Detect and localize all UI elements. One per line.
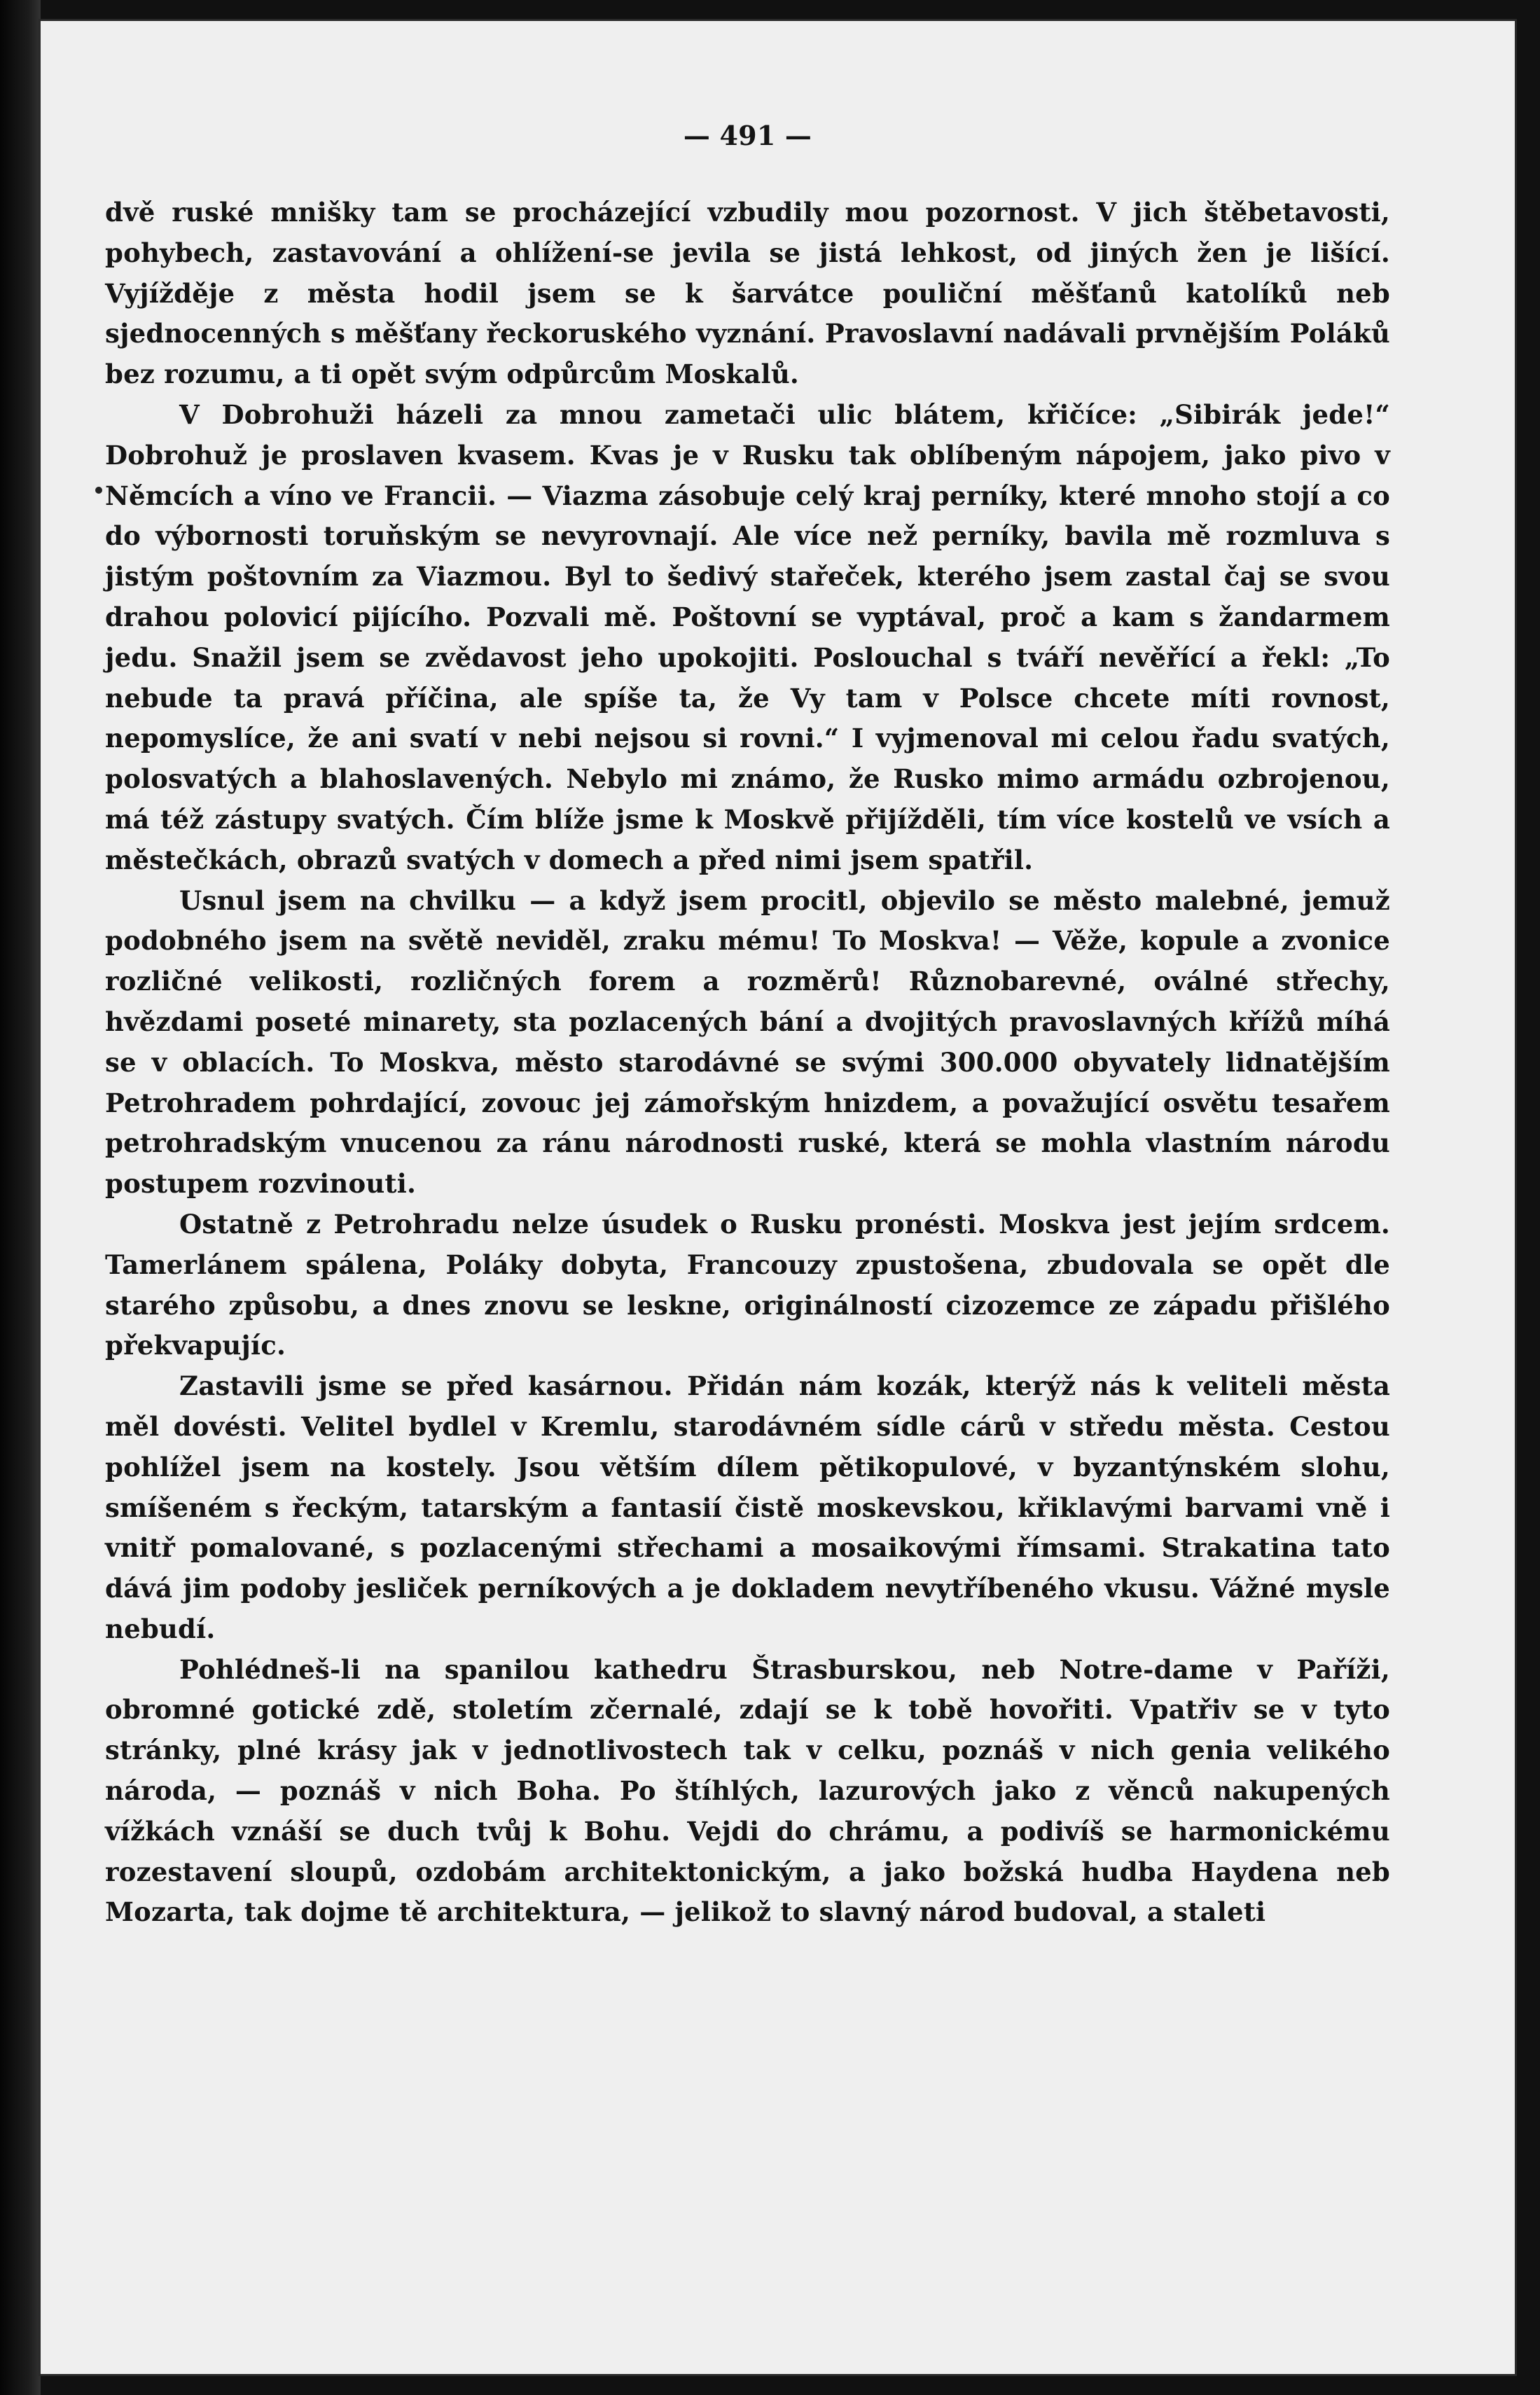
paragraph-5: Zastavili jsme se před kasárnou. Přidán nám kozák, kterýž nás k veliteli města měl dovésti. Velitel bydlel v Kremlu, starodávném sídle cárů v středu města. Cestou pohlížel jsem na kostely. Jsou větším dílem pětikopulové, v byzantýnském slohu, smíšeném s řeckým, tatarským a fantasií čistě moskevskou, křiklavými barvami vně i vnitř pomalované, s pozlacenými střechami a mosaikovými římsami. Strakatina tato dává jim podoby jesliček perníkových a je dokladem nevytříbeného vkusu. Vážné mysle nebudí. — [105, 1370, 1390, 1644]
page-text-block — [105, 116, 1390, 1933]
paragraph-4: Ostatně z Petrohradu nelze úsudek o Rusku pronésti. Moskva jest jejím srdcem. Tamerlánem spálena, Poláky dobyta, Francouzy zpustošena, zbudovala se opět dle starého způsobu, a dnes znovu se leskne, originálností cizozemce ze západu přišlého překvapujíc. — [105, 1208, 1390, 1361]
page-number: — 491 — — [683, 120, 812, 151]
paragraph-2: V Dobrohuži házeli za mnou zametači ulic blátem, křičíce: „Sibirák jede!“ Dobrohuž je proslaven kvasem. Kvas je v Rusku tak oblíbeným nápojem, jako pivo v Němcích a víno ve Francii. — Viazma zásobuje celý kraj perníky, které mnoho stojí a co do výbornosti toruňským se nevyrovnají. Ale více než perníky, bavila mě rozmluva s jistým poštovním za Viazmou. Byl to šedivý stařeček, kterého jsem zastal čaj se svou drahou polovicí pijícího. Pozvali mě. Poštovní se vyptával, proč a kam s žandarmem jedu. Snažil jsem se zvědavost jeho upokojiti. Poslouchal s tváří nevěřící a řekl: „To nebude ta pravá příčina, ale spíše ta, že Vy tam v Polsce chcete míti rovnost, nepomyslíce, že ani svatí v nebi nejsou si rovni.“ I vyjmenoval mi celou řadu svatých, polosvatých a blahoslavených. Nebylo mi známo, že Rusko mimo armádu ozbrojenou, má též zástupy svatých. Čím blíže jsme k Moskvě přijížděli, tím více kostelů ve vsích a městečkách, obrazů svatých v domech a před nimi jsem spatřil. — [105, 398, 1390, 875]
paragraph-6: Pohlédneš-li na spanilou kathedru Štrasburskou, neb Notre-dame v Paříži, obromné gotické zdě, stoletím zčernalé, zdají se k tobě hovořiti. Vpatřiv se v tyto stránky, plné krásy jak v jednotlivostech tak v celku, poznáš v nich genia velikého národa, — poznáš v nich Boha. Po štíhlých, lazurových jako z věnců nakupených vížkách vznáší se duch tvůj k Bohu. Vejdi do chrámu, a podivíš se harmonickému rozestavení sloupů, ozdobám architektonickým, a jako božská hudba Haydena neb Mozarta, tak dojme tě architektura, — jelikož to slavný národ budoval, a staleti — [105, 1653, 1390, 1928]
book-page — [41, 21, 1515, 2374]
paragraph-3: Usnul jsem na chvilku — a když jsem procitl, objevilo se město malebné, jemuž podobného jsem na světě neviděl, zraku mému! To Moskva! — Věže, kopule a zvonice rozličné velikosti, rozličných forem a rozměrů! Různobarevné, oválné střechy, hvězdami poseté minarety, sta pozlacených bání a dvojitých pravoslavných křížů míhá se v oblacích. To Moskva, město starodávné se svými 300.000 obyvately lidnatějším Petrohradem pohrdající, zovouc jej zámořským hnizdem, a považující osvětu tesařem petrohradským vnucenou za ránu národnosti ruské, která se mohla vlastním národu postupem rozvinouti. — [105, 884, 1390, 1200]
margin-mark — [95, 487, 102, 494]
book-binding-edge — [0, 0, 41, 2395]
paragraph-1: dvě ruské mnišky tam se procházející vzbudily mou pozornost. V jich štěbetavosti, pohybech, zastavování a ohlížení-se jevila se jistá lehkost, od jiných žen je lišící. Vyjížděje z města hodil jsem se k šarvátce pouliční měšťanů katolíků neb sjednocenných s měšťany řeckoruského vyznání. Pravoslavní nadávali prvnějším Poláků bez rozumu, a ti opět svým odpůrcům Moskalů. — [105, 197, 1390, 390]
